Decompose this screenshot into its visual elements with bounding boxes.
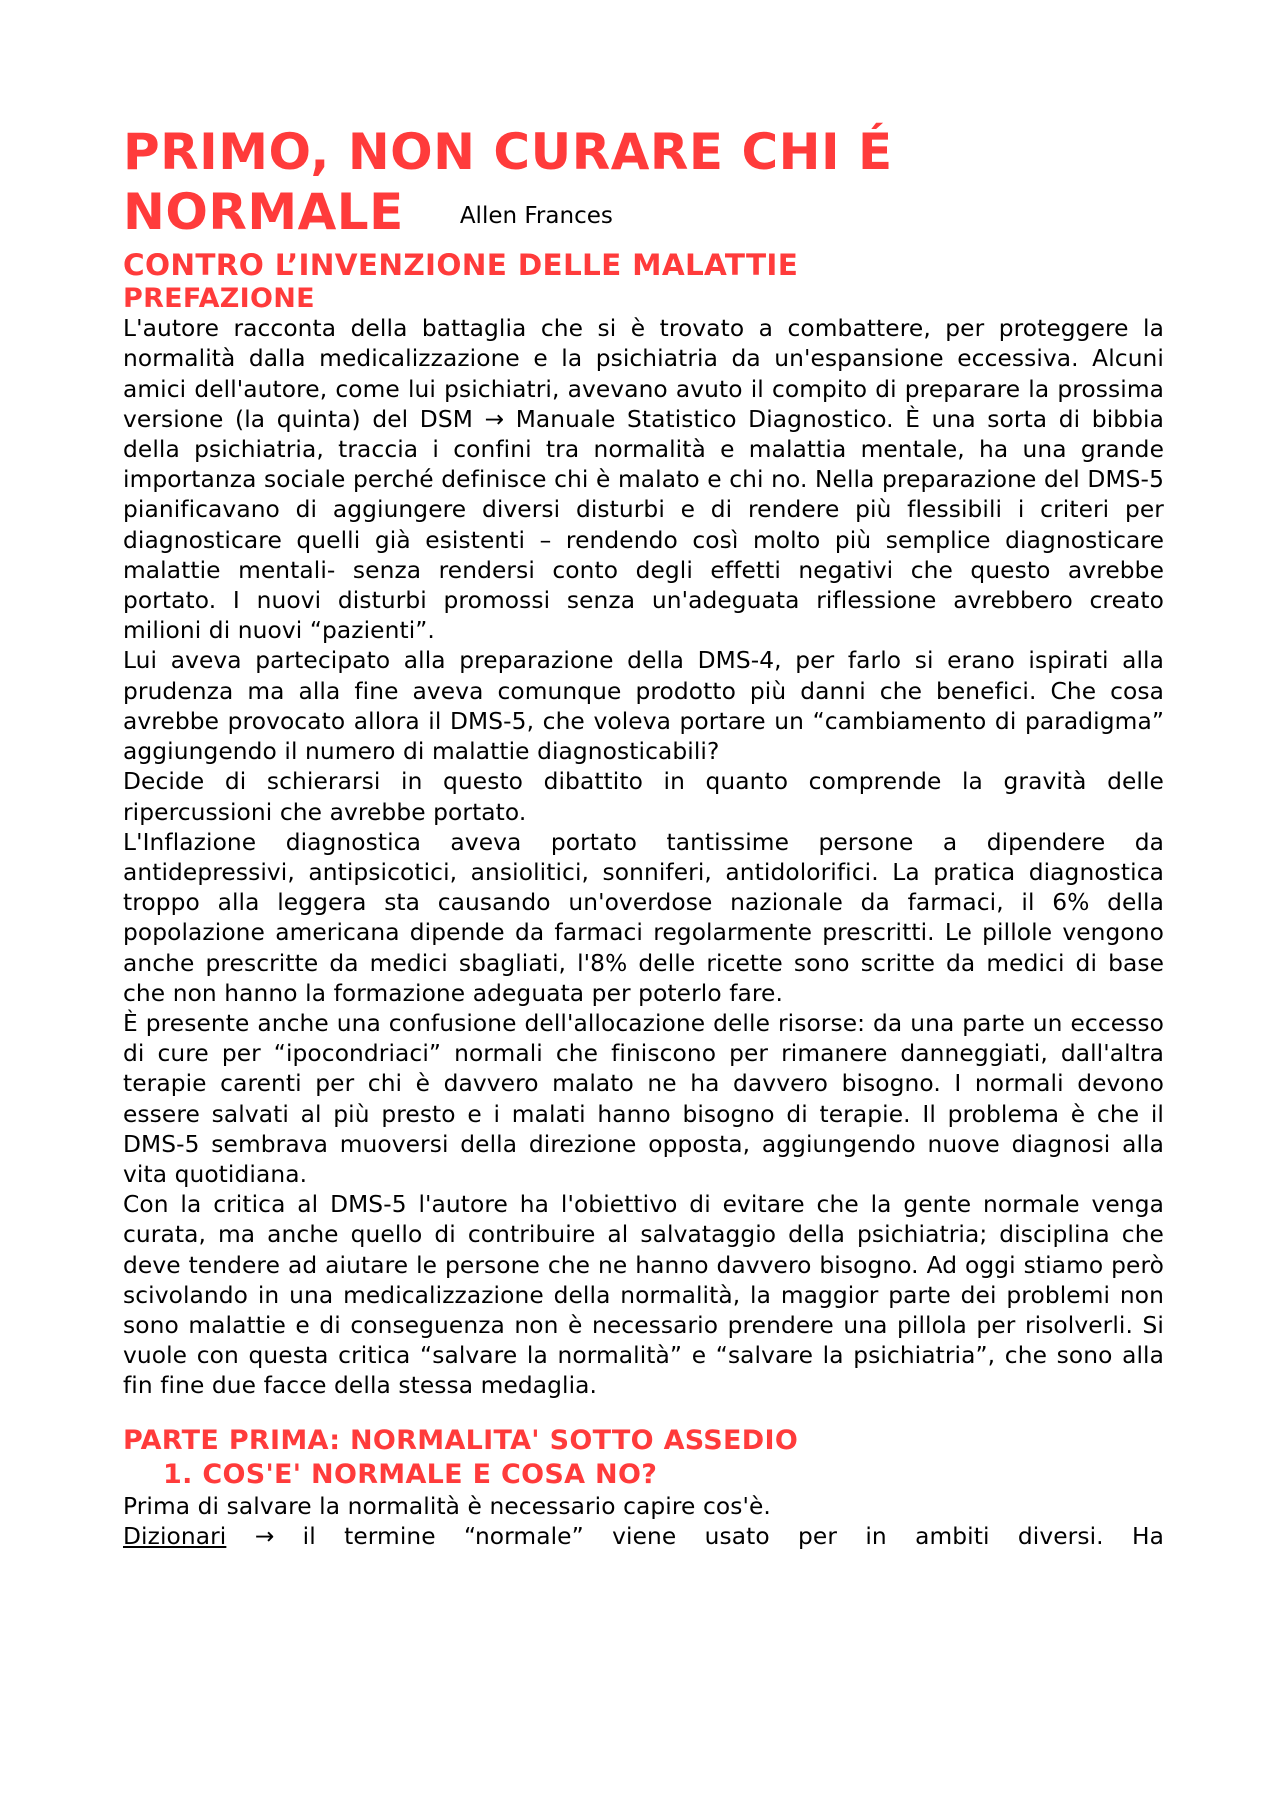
chapter-number: 1. [163, 1458, 193, 1490]
paragraph: Lui aveva partecipato alla preparazione della DMS-4, per farlo si erano ispirati alla prudenza ma alla fine aveva comunque prodotto più danni che benefici. Che cosa avrebbe provocato allora il DMS-5, che voleva portare un “cambiamento di paradigma” aggiungendo il numero di malattie diagnosticabili? [123, 647, 1164, 766]
part-title: PARTE PRIMA: NORMALITA' SOTTO ASSEDIO [123, 1424, 799, 1456]
paragraph: L'autore racconta della battaglia che si è trovato a combattere, per proteggere la normalità dalla medicalizzazione e la psichiatria da un'espansione eccessiva. Alcuni amici dell'autore, come lui psichiatri, avevano avuto il compito di preparare la prossima versione (la quinta) del DSM → Manuale Statistico Diagnostico. È una sorta di bibbia della psichiatria, traccia i confini tra normalità e malattia mentale, ha una grande importanza sociale perché definisce chi è malato e chi no. Nella preparazione del DMS-5 pianificavano di aggiungere diversi disturbi e di rendere più flessibili i criteri per diagnosticare quelli già esistenti – rendendo così molto più semplice diagnosticare malattie mentali- senza rendersi conto degli effetti negativi che questo avrebbe portato. I nuovi disturbi promossi senza un'adeguata riflessione avrebbero creato milioni di nuovi “pazienti”. [123, 315, 1164, 645]
chapter-title: COS'E' NORMALE E COSA NO? [202, 1458, 658, 1490]
chapter-line-rest: → il termine “normale” viene usato per in ambiti diversi. Ha [226, 1522, 1164, 1550]
paragraph: È presente anche una confusione dell'allocazione delle risorse: da una parte un eccesso di cure per “ipocondriaci” normali che finiscono per rimanere danneggiati, dall'altra terapie carenti per chi è davvero malato ne ha davvero bisogno. I normali devono essere salvati al più presto e i malati hanno bisogno di terapie. Il problema è che il DMS-5 sembrava muoversi della direzione opposta, aggiungendo nuove diagnosi alla vita quotidiana. [123, 1009, 1164, 1188]
document-page [123, 122, 1164, 1552]
prefazione-body [123, 314, 1164, 1401]
chapter-body [123, 1492, 1164, 1552]
paragraph: L'Inflazione diagnostica aveva portato tantissime persone a dipendere da antidepressivi, antipsicotici, ansiolitici, sonniferi, antidolorifici. La pratica diagnostica troppo alla leggera sta causando un'overdose nazionale da farmaci, il 6% della popolazione americana dipende da farmaci regolarmente prescritti. Le pillole vengono anche prescritte da medici sbagliati, l'8% delle ricette sono scritte da medici di base che non hanno la formazione adeguata per poterlo fare. [123, 828, 1164, 1007]
title-line-1: PRIMO, NON CURARE CHI É [123, 123, 893, 181]
document-title [123, 122, 1164, 246]
title-line-2: NORMALE [123, 183, 404, 241]
author-name: Allen Frances [459, 203, 613, 230]
paragraph: Decide di schierarsi in questo dibattito in quanto comprende la gravità delle ripercussioni che avrebbe portato. [123, 768, 1164, 826]
paragraph: Con la critica al DMS-5 l'autore ha l'obiettivo di evitare che la gente normale venga curata, ma anche quello di contribuire al salvataggio della psichiatria; disciplina che deve tendere ad aiutare le persone che ne hanno davvero bisogno. Ad oggi stiamo però scivolando in una medicalizzazione della normalità, la maggior parte dei problemi non sono malattie e di conseguenza non è necessario prendere una pillola per risolverli. Si vuole con questa critica “salvare la normalità” e “salvare la psichiatria”, che sono alla fin fine due facce della stessa medaglia. [123, 1191, 1164, 1400]
document-subtitle: CONTRO L’INVENZIONE DELLE MALATTIE [123, 248, 799, 283]
section-heading-prefazione: PREFAZIONE [123, 283, 315, 315]
chapter-intro: Prima di salvare la normalità è necessario capire cos'è. [123, 1492, 771, 1520]
chapter-heading [163, 1458, 1164, 1492]
dizionari-term: Dizionari [123, 1522, 227, 1550]
chapter-line [123, 1522, 1164, 1552]
